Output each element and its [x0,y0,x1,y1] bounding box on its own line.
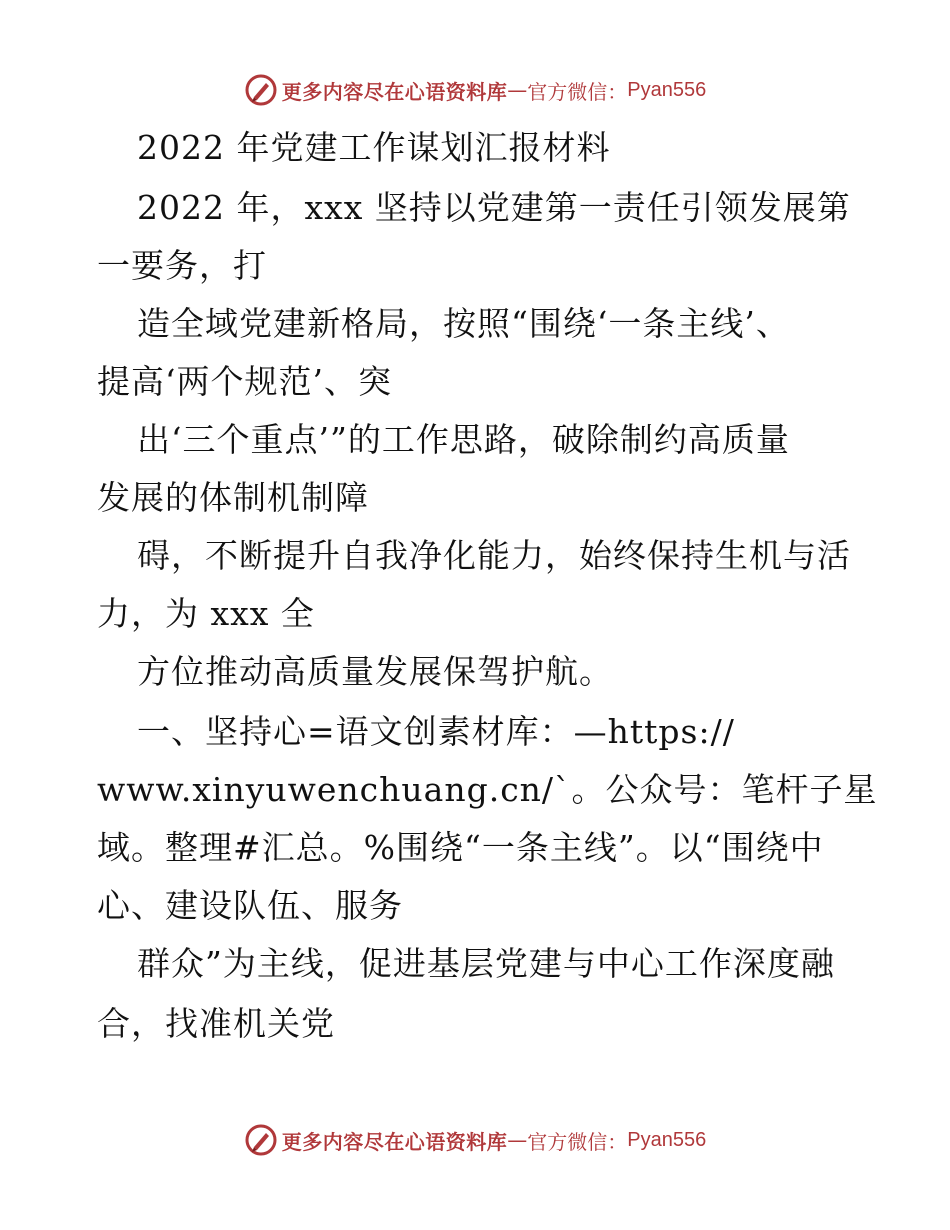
text-line: 发展的体制机制障 [97,478,369,517]
text-line: 碍，不断提升自我净化能力，始终保持生机与活 [137,536,851,575]
text-line: www.xinyuwenchuang.cn/`。公众号：笔杆子星 [97,770,878,809]
watermark-wechat-label: 官方微信： [527,1129,628,1154]
text-line: 出‘三个重点’”的工作思路，破除制约高质量 [137,420,790,459]
watermark-wechat-id: Pyan556 [627,78,707,101]
footer-watermark [0,1120,950,1160]
watermark-site-text: 更多内容尽在心语资料库 [281,1129,508,1154]
text-line: 提高‘两个规范’、突 [97,362,392,401]
pen-logo-icon [244,73,278,107]
watermark-site-text: 更多内容尽在心语资料库 [281,79,508,104]
pen-logo-icon [244,1123,278,1157]
watermark-dash: — [507,78,528,102]
text-line: 一要务，打 [97,246,267,285]
watermark-wechat-id: Pyan556 [627,1128,707,1151]
text-line: 域。整理#汇总。%围绕“一条主线”。以“围绕中 [97,828,824,867]
text-line: 合，找准机关党 [97,1004,335,1043]
text-line: 群众”为主线，促进基层党建与中心工作深度融 [137,944,835,983]
text-line: 心、建设队伍、服务 [97,886,403,925]
text-line: 2022 年，xxx 坚持以党建第一责任引领发展第 [137,188,851,227]
text-line: 造全域党建新格局，按照“围绕‘一条主线’、 [137,304,790,343]
text-line: 一、坚持心=语文创素材库：—https:// [137,712,735,751]
document-title: 2022 年党建工作谋划汇报材料 [137,128,611,167]
watermark-dash: — [507,1128,528,1152]
header-watermark [0,70,950,110]
text-line: 力，为 xxx 全 [97,594,315,633]
watermark-wechat-label: 官方微信： [527,79,628,104]
text-line: 方位推动高质量发展保驾护航。 [137,652,613,691]
